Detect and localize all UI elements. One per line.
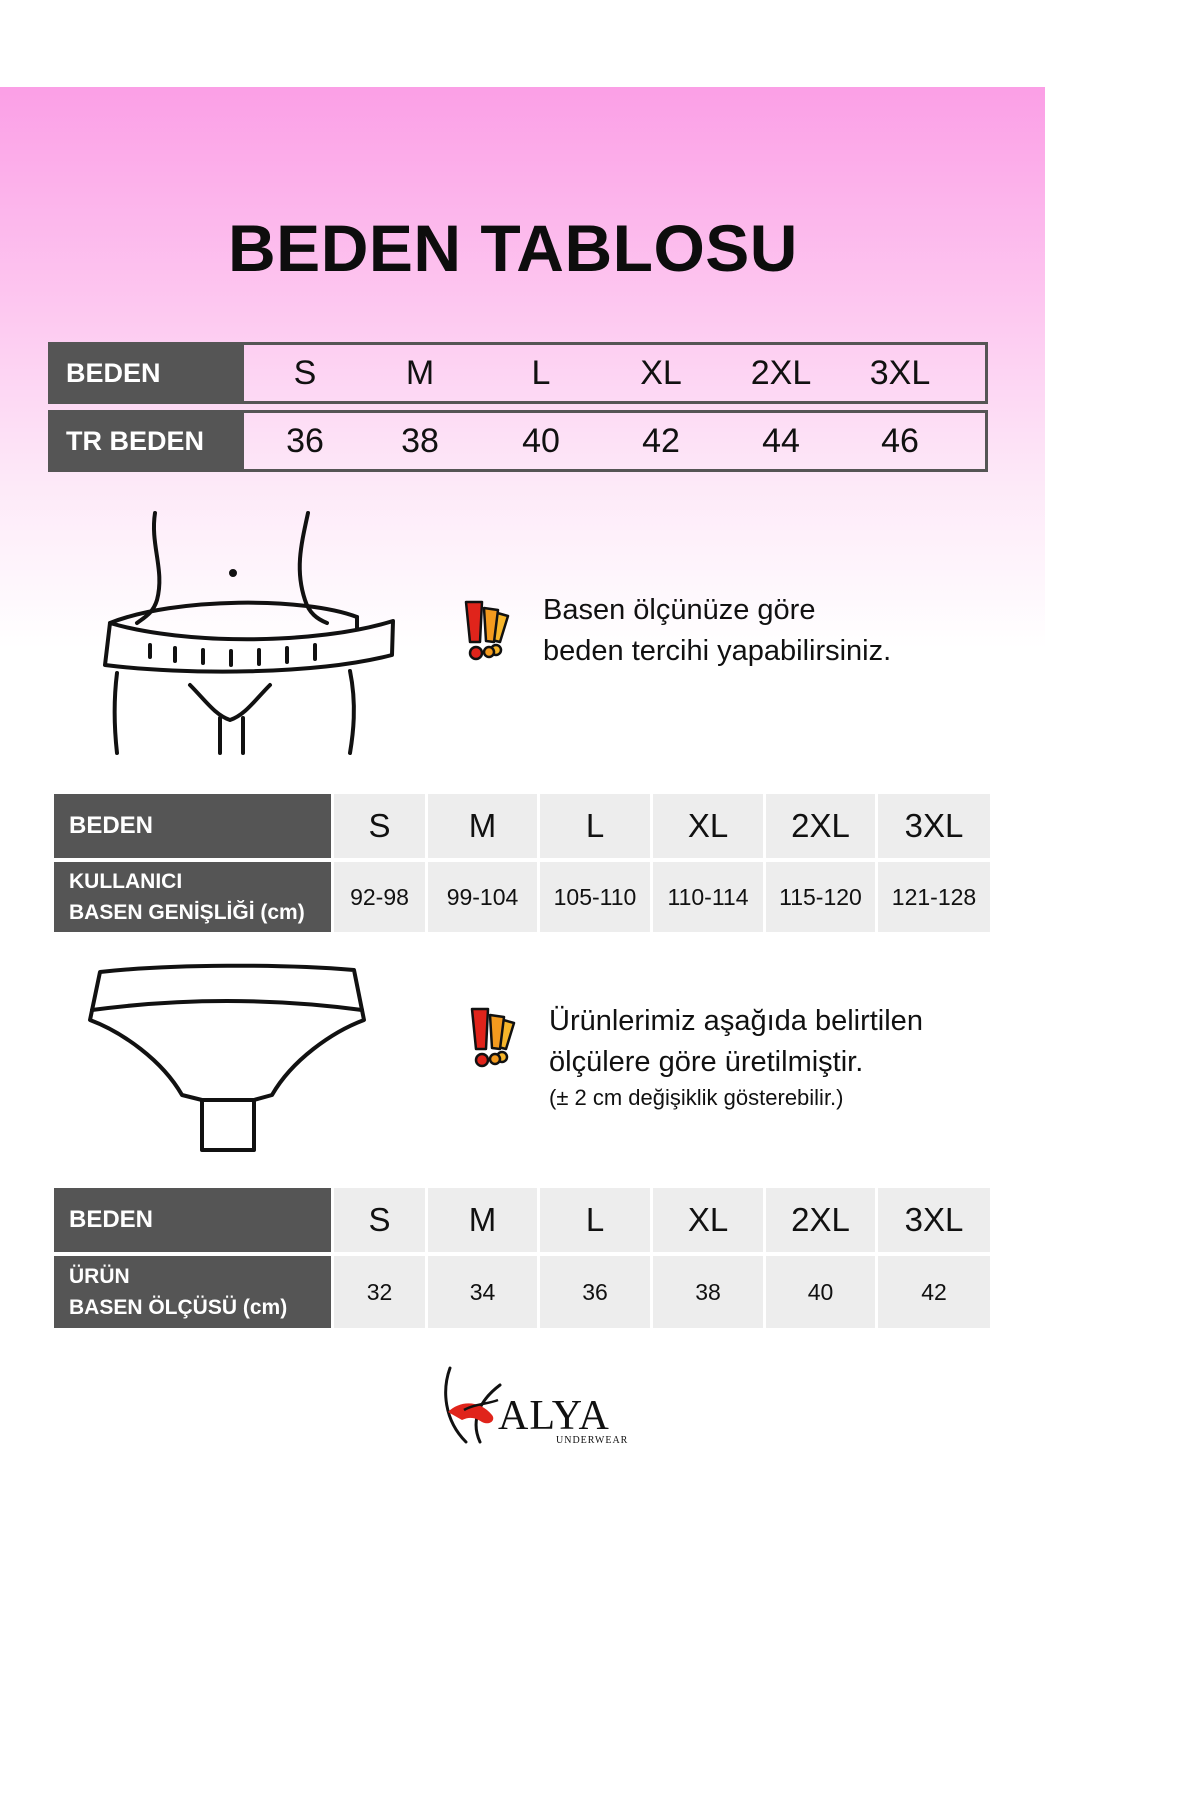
size-cell: 3XL <box>878 1188 990 1252</box>
row-header-line1: KULLANICI <box>69 870 183 893</box>
table-user-hip-row <box>54 862 990 932</box>
tr-size-cells <box>244 410 988 472</box>
hip-width-cell: 121-128 <box>878 862 990 932</box>
size-cell: XL <box>653 1188 763 1252</box>
size-cell: S <box>334 1188 425 1252</box>
exclamation-marks-icon <box>468 1005 522 1069</box>
brand-subtitle: UNDERWEAR <box>556 1435 629 1446</box>
product-hip-cell: 34 <box>428 1256 537 1328</box>
size-cell: L <box>540 794 650 858</box>
hip-width-cell: 92-98 <box>334 862 425 932</box>
hip-measurement-illustration <box>95 505 405 760</box>
tr-size-cell: 42 <box>642 421 680 460</box>
size-cell: L <box>540 1188 650 1252</box>
hip-note <box>543 590 891 672</box>
size-cell: L <box>531 353 551 392</box>
tr-size-cell: 46 <box>881 421 919 460</box>
tr-size-cell: 40 <box>522 421 560 460</box>
product-note-tolerance: (± 2 cm değişiklik gösterebilir.) <box>549 1085 844 1110</box>
table-user-size-row <box>54 794 990 858</box>
row-header-line2: BASEN GENİŞLİĞİ (cm) <box>69 901 305 924</box>
row-header-tr-beden: TR BEDEN <box>48 410 244 472</box>
product-note-line2: ölçülere göre üretilmiştir. <box>549 1046 864 1078</box>
size-cell: M <box>405 353 435 392</box>
product-hip-cell: 42 <box>878 1256 990 1328</box>
underwear-illustration <box>82 960 372 1160</box>
size-cells <box>244 342 988 404</box>
hip-width-cell: 110-114 <box>653 862 763 932</box>
row-header-user-hip <box>54 862 331 932</box>
hip-note-line1: Basen ölçünüze göre <box>543 594 816 626</box>
tr-size-row <box>48 410 988 472</box>
hip-width-cell: 99-104 <box>428 862 537 932</box>
size-cell: M <box>428 1188 537 1252</box>
size-cell: 2XL <box>766 1188 875 1252</box>
tr-size-cell: 38 <box>401 421 439 460</box>
brand-name: ALYA <box>498 1393 610 1439</box>
size-cell: 3XL <box>869 353 931 392</box>
product-note <box>549 1001 923 1113</box>
product-hip-cell: 40 <box>766 1256 875 1328</box>
size-cell: 2XL <box>750 353 812 392</box>
size-cell: S <box>334 794 425 858</box>
tr-size-cell: 44 <box>762 421 800 460</box>
row-header-product-hip <box>54 1256 331 1328</box>
row-header-beden: BEDEN <box>54 794 331 858</box>
row-header-line1: ÜRÜN <box>69 1265 130 1288</box>
hip-width-cell: 115-120 <box>766 862 875 932</box>
product-hip-cell: 38 <box>653 1256 763 1328</box>
size-cell: S <box>293 353 317 392</box>
row-header-beden: BEDEN <box>48 342 244 404</box>
product-hip-cell: 32 <box>334 1256 425 1328</box>
exclamation-marks-icon <box>462 598 516 662</box>
size-cell: XL <box>653 794 763 858</box>
row-header-line2: BASEN ÖLÇÜSÜ (cm) <box>69 1296 288 1319</box>
product-hip-cell: 36 <box>540 1256 650 1328</box>
table-product-size-row <box>54 1188 990 1252</box>
table-product-hip-row <box>54 1256 990 1328</box>
size-row <box>48 342 988 404</box>
tr-size-cell: 36 <box>286 421 324 460</box>
page-title: BEDEN TABLOSU <box>228 211 798 285</box>
row-header-beden: BEDEN <box>54 1188 331 1252</box>
size-cell: M <box>428 794 537 858</box>
product-note-line1: Ürünlerimiz aşağıda belirtilen <box>549 1005 923 1037</box>
size-cell: XL <box>640 353 682 392</box>
hip-width-cell: 105-110 <box>540 862 650 932</box>
size-cell: 2XL <box>766 794 875 858</box>
hip-note-line2: beden tercihi yapabilirsiniz. <box>543 635 892 667</box>
size-cell: 3XL <box>878 794 990 858</box>
